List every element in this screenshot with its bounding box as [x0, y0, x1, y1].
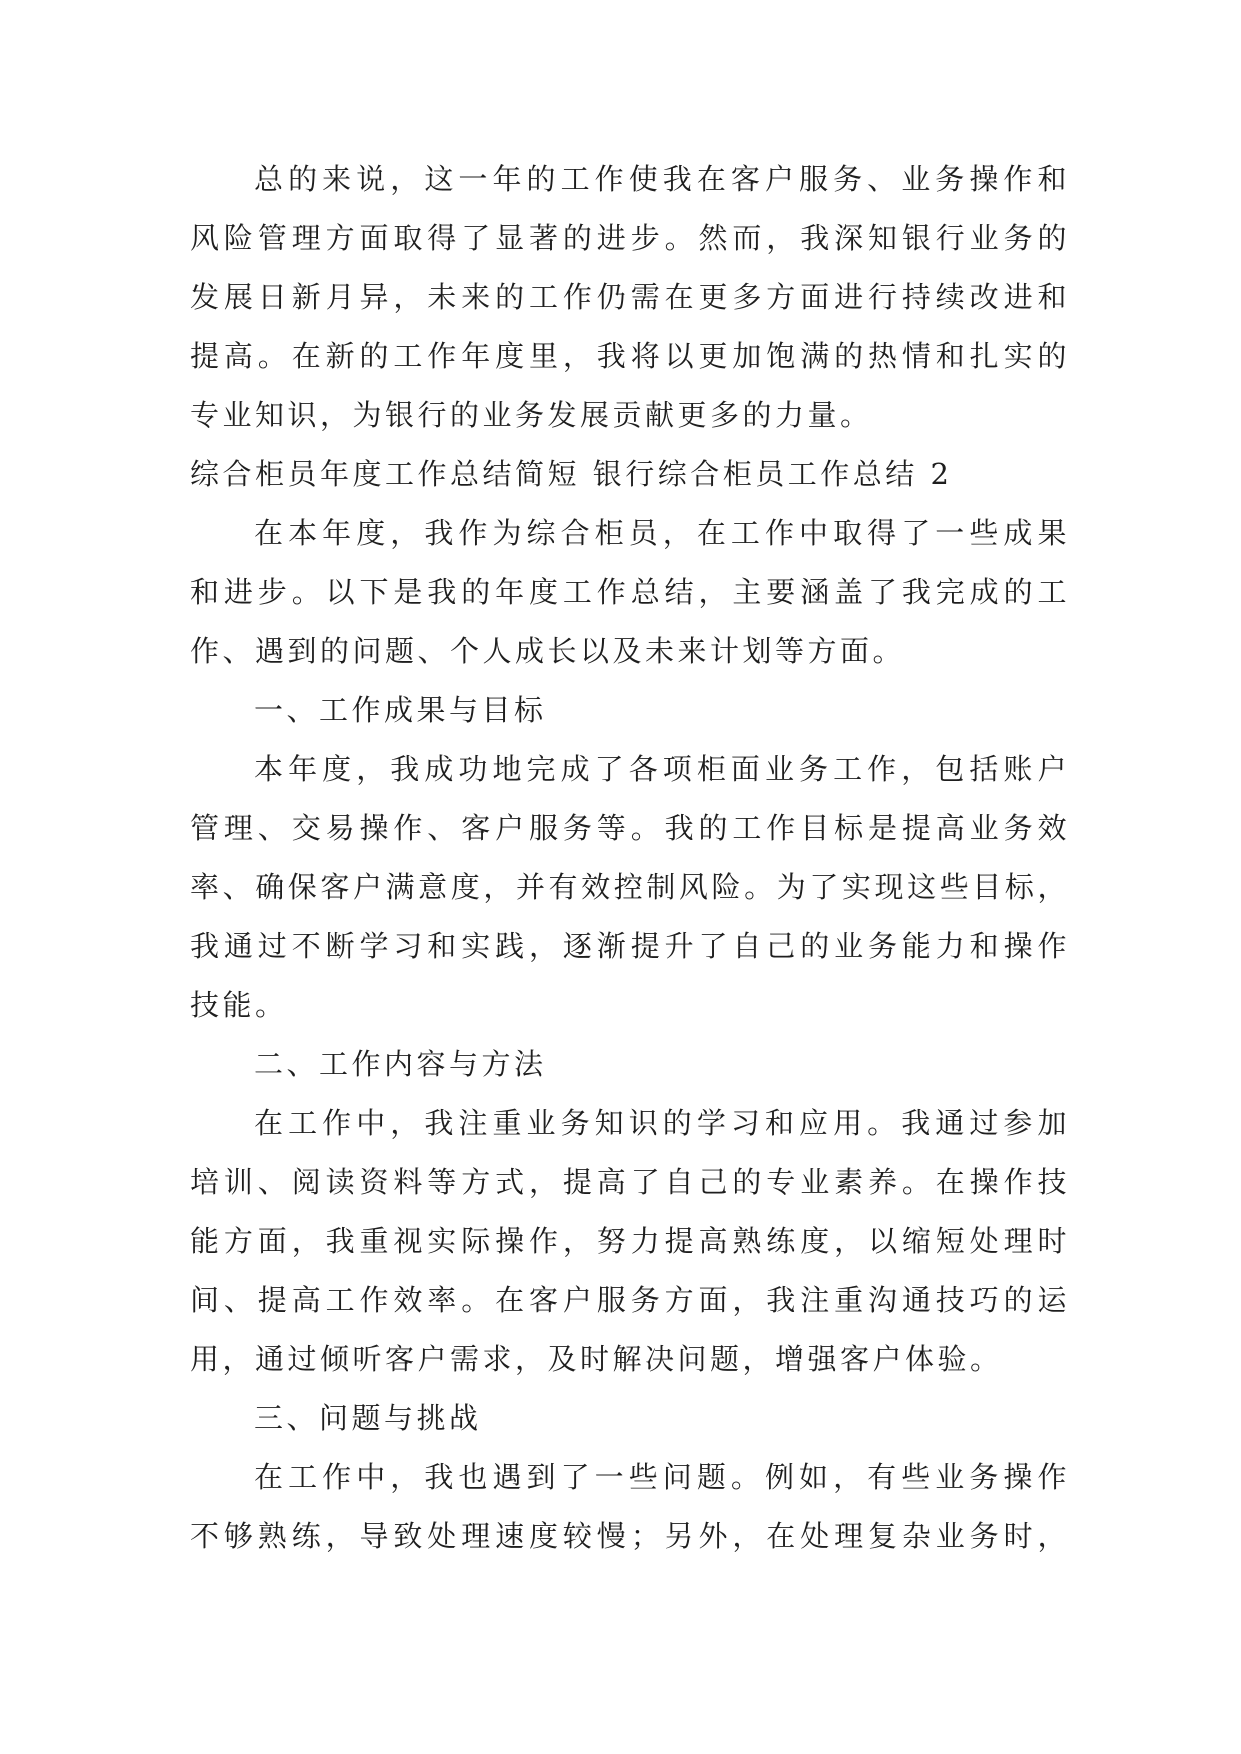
- text-line: 培训、阅读资料等方式，提高了自己的专业素养。在操作技: [190, 1165, 1070, 1199]
- text-line: 用，通过倾听客户需求，及时解决问题，增强客户体验。: [190, 1342, 1003, 1376]
- text-line: 在工作中，我注重业务知识的学习和应用。我通过参加: [254, 1106, 1070, 1140]
- text-line: 提高。在新的工作年度里，我将以更加饱满的热情和扎实的: [190, 339, 1070, 373]
- text-line: 发展日新月异，未来的工作仍需在更多方面进行持续改进和: [190, 280, 1070, 314]
- paragraph-challenges: [190, 1448, 1070, 1566]
- section-heading-methods: 二、工作内容与方法: [254, 1047, 547, 1081]
- text-line: 在本年度，我作为综合柜员，在工作中取得了一些成果: [254, 516, 1070, 550]
- document-title: 综合柜员年度工作总结简短 银行综合柜员工作总结 2: [190, 457, 953, 491]
- text-line: 能方面，我重视实际操作，努力提高熟练度，以缩短处理时: [190, 1224, 1070, 1258]
- section-heading-challenges: 三、问题与挑战: [254, 1401, 482, 1435]
- text-line: 作、遇到的问题、个人成长以及未来计划等方面。: [190, 634, 906, 668]
- text-line: 技能。: [190, 988, 288, 1022]
- text-line: 总的来说，这一年的工作使我在客户服务、业务操作和: [254, 162, 1070, 196]
- text-line: 我通过不断学习和实践，逐渐提升了自己的业务能力和操作: [190, 929, 1070, 963]
- text-line: 间、提高工作效率。在客户服务方面，我注重沟通技巧的运: [190, 1283, 1070, 1317]
- text-line: 风险管理方面取得了显著的进步。然而，我深知银行业务的: [190, 221, 1070, 255]
- document-body: [190, 150, 1070, 1566]
- text-line: 率、确保客户满意度，并有效控制风险。为了实现这些目标，: [190, 870, 1070, 904]
- text-line: 管理、交易操作、客户服务等。我的工作目标是提高业务效: [190, 811, 1070, 845]
- text-line: 本年度，我成功地完成了各项柜面业务工作，包括账户: [254, 752, 1070, 786]
- text-line: 在工作中，我也遇到了一些问题。例如，有些业务操作: [254, 1460, 1070, 1494]
- paragraph-results: [190, 740, 1070, 1035]
- paragraph-intro: [190, 504, 1070, 681]
- text-line: 专业知识，为银行的业务发展贡献更多的力量。: [190, 398, 873, 432]
- text-line: 不够熟练，导致处理速度较慢；另外，在处理复杂业务时，: [190, 1519, 1070, 1553]
- paragraph-summary: [190, 150, 1070, 445]
- paragraph-methods: [190, 1094, 1070, 1389]
- section-heading-results: 一、工作成果与目标: [254, 693, 547, 727]
- text-line: 和进步。以下是我的年度工作总结，主要涵盖了我完成的工: [190, 575, 1070, 609]
